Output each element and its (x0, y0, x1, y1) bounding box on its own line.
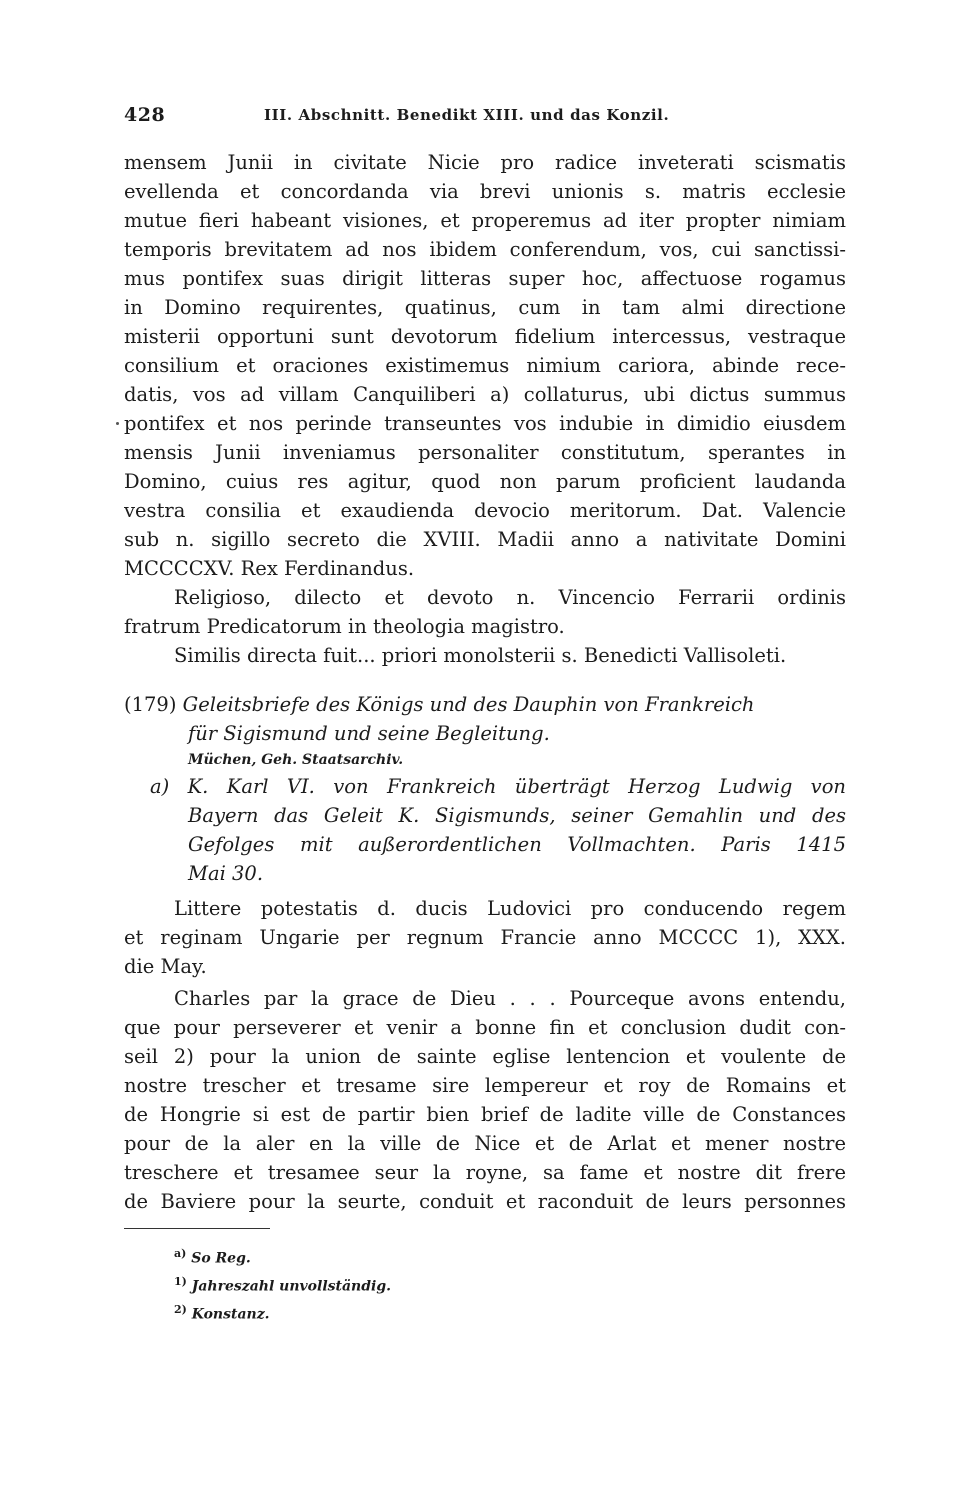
running-head: III. Abschnitt. Benedikt XIII. und das Konzil. (264, 106, 670, 124)
footnote-mark: 1) (174, 1275, 187, 1288)
text-line: treschere et tresamee seur la royne, sa fame et nostre dit frere (124, 1161, 846, 1184)
text-line: MCCCCXV. Rex Ferdinandus. (124, 557, 415, 580)
footnote-mark: 2) (174, 1303, 187, 1316)
text-line: Domino, cuius res agitur, quod non parum proficient laudanda (124, 470, 846, 493)
text-line: temporis brevitatem ad nos ibidem conferendum, vos, cui sanctissi- (124, 238, 846, 261)
paragraph-letter-text (124, 148, 846, 670)
footnote (174, 1240, 574, 1268)
section-title-2: für Sigismund und seine Begleitung. (188, 722, 550, 745)
text-line: Charles par la grace de Dieu . . . Pourceque avons entendu, (174, 987, 846, 1010)
text-line: pour de la aler en la ville de Nice et de Arlat et mener nostre (124, 1132, 846, 1155)
section-179 (124, 690, 846, 888)
text-line: Littere potestatis d. ducis Ludovici pro conducendo regem (174, 897, 846, 920)
subsection-a-line: Mai 30. (188, 862, 264, 885)
text-line: in Domino requirentes, quatinus, cum in tam almi directione (124, 296, 846, 319)
footnote-rule (124, 1228, 270, 1229)
page-header (124, 104, 846, 134)
footnote-text: So Reg. (191, 1250, 251, 1267)
subsection-a-line: Gefolges mit außerordentlichen Vollmachten. Paris 1415 (188, 833, 846, 856)
subsection-a-line: Bayern das Geleit K. Sigismunds, seiner Gemahlin und des (188, 804, 846, 827)
address-line: fratrum Predicatorum in theologia magistro. (124, 615, 565, 638)
text-line: mensem Junii in civitate Nicie pro radice inveterati scismatis (124, 151, 846, 174)
text-line: de Hongrie si est de partir bien brief de ladite ville de Constances (124, 1103, 846, 1126)
text-line: pontifex et nos perinde transeuntes vos indubie in dimidio eiusdem (124, 412, 846, 435)
footnotes (174, 1240, 574, 1324)
archive-source: Müchen, Geh. Staatsarchiv. (188, 752, 404, 768)
charles-paragraph (124, 984, 846, 1216)
text-line: die May. (124, 955, 207, 978)
text-line: datis, vos ad villam Canquiliberi a) collaturus, ubi dictus summus (124, 383, 846, 406)
text-line: vestra consilia et exaudienda devocio meritorum. Dat. Valencie (124, 499, 846, 522)
footnote-mark: a) (174, 1247, 187, 1260)
text-line: mutue fieri habeant visiones, et properemus ad iter propter nimiam (124, 209, 846, 232)
footnote (174, 1268, 574, 1296)
littere-paragraph (124, 894, 846, 981)
text-line: de Baviere pour la seurte, conduit et raconduit de leurs personnes (124, 1190, 846, 1213)
footnote (174, 1296, 574, 1324)
similis-line: Similis directa fuit... priori monolsterii s. Benedicti Vallisoleti. (174, 644, 787, 667)
subsection-a-line: a) K. Karl VI. von Frankreich überträgt Herzog Ludwig von (150, 775, 846, 798)
text-line: sub n. sigillo secreto die XVIII. Madii anno a nativitate Domini (124, 528, 846, 551)
page-number: 428 (124, 104, 166, 126)
text-line: que pour perseverer et venir a bonne fin et conclusion dudit con- (124, 1016, 846, 1039)
text-line: consilium et oraciones existimemus nimium cariora, abinde rece- (124, 354, 846, 377)
text-line: mensis Junii inveniamus personaliter constitutum, sperantes in (124, 441, 846, 464)
text-line: mus pontifex suas dirigit litteras super hoc, affectuose rogamus (124, 267, 846, 290)
address-line: Religioso, dilecto et devoto n. Vincencio Ferrarii ordinis (174, 586, 846, 609)
footnote-text: Konstanz. (191, 1306, 270, 1323)
margin-mark (116, 422, 119, 425)
footnote-text: Jahreszahl unvollständig. (191, 1278, 392, 1295)
text-line: nostre trescher et tresame sire lempereur et roy de Romains et (124, 1074, 846, 1097)
text-line: seil 2) pour la union de sainte eglise lentencion et voulente de (124, 1045, 846, 1068)
section-title-1: Geleitsbriefe des Königs und des Dauphin von Frankreich (182, 693, 755, 716)
text-line: misterii opportuni sunt devotorum fidelium intercessus, vestraque (124, 325, 846, 348)
text-line: et reginam Ungarie per regnum Francie anno MCCCC 1), XXX. (124, 926, 846, 949)
text-line: evellenda et concordanda via brevi unionis s. matris ecclesie (124, 180, 846, 203)
section-heading (124, 690, 846, 719)
section-number: (179) (124, 693, 177, 716)
